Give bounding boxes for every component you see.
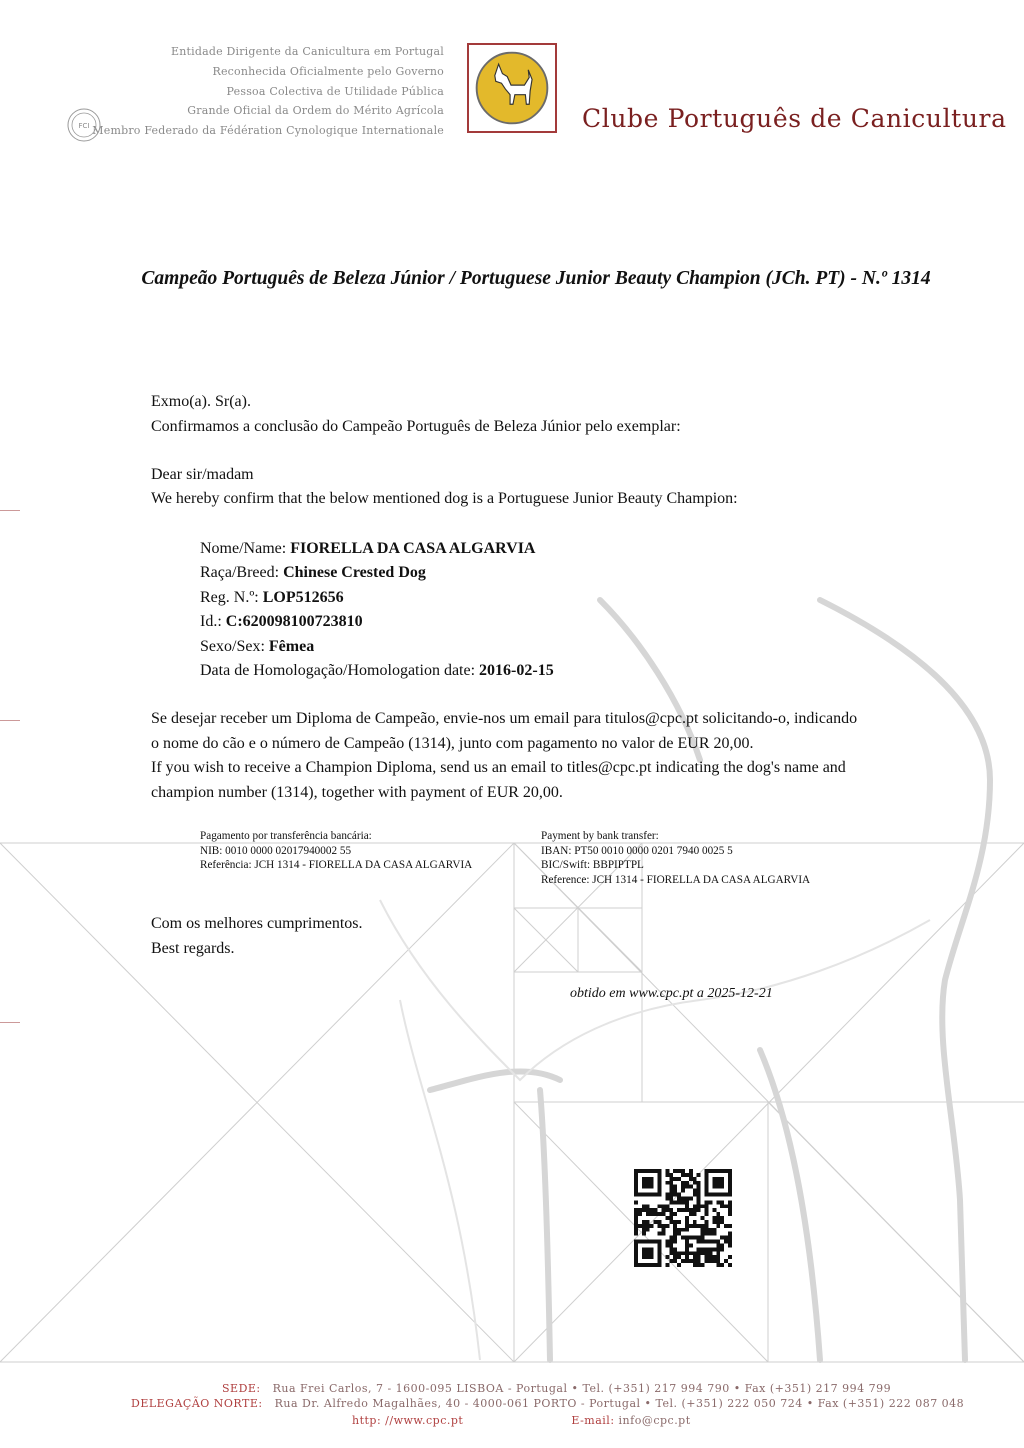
bank-line: BIC/Swift: BBPIPTPL — [541, 859, 644, 872]
greeting-block — [151, 390, 738, 512]
dog-logo-icon — [469, 45, 555, 131]
credential-line: Pessoa Colectiva de Utilidade Pública — [226, 84, 444, 98]
website-link[interactable]: http: //www.cpc.pt — [352, 1414, 464, 1427]
closing-block — [151, 912, 363, 961]
en-salutation: Dear sir/madam — [151, 465, 254, 483]
dog-reg-number: LOP512656 — [262, 588, 344, 606]
dog-id: C:620098100723810 — [225, 613, 363, 631]
pt-salutation: Exmo(a). Sr(a). — [151, 393, 251, 410]
club-name: Clube Português de Canicultura — [582, 104, 1007, 133]
fci-seal-icon — [67, 108, 101, 142]
email-link[interactable]: info@cpc.pt — [618, 1414, 691, 1427]
diploma-pt-line: o nome do cão e o número de Campeão (1314), junto com pagamento no valor de EUR 20,00. — [151, 734, 754, 752]
credential-line: Grande Oficial da Ordem do Mérito Agrícola — [187, 104, 444, 118]
club-logo — [467, 43, 557, 133]
closing-pt: Com os melhores cumprimentos. — [151, 915, 363, 932]
margin-mark — [0, 1022, 20, 1023]
detail-row: Reg. N.º: LOP512656 — [200, 588, 344, 606]
footer-sede: SEDE: Rua Frei Carlos, 7 - 1600-095 LISBOA - Portugal • Tel. (+351) 217 994 790 • Fax (+351) 217 994 799 — [222, 1382, 892, 1395]
bank-transfer-pt — [200, 829, 472, 873]
en-confirmation: We hereby confirm that the below mentioned dog is a Portuguese Junior Beauty Champion: — [151, 490, 738, 507]
bank-line: NIB: 0010 0000 02017940002 55 — [200, 844, 352, 857]
bank-line: Referência: JCH 1314 - FIORELLA DA CASA ALGARVIA — [200, 859, 473, 872]
footer-contact: http: //www.cpc.pt E-mail: info@cpc.pt — [352, 1414, 691, 1427]
detail-row: Sexo/Sex: Fêmea — [200, 637, 315, 655]
diploma-pt-line: Se desejar receber um Diploma de Campeão, envie-nos um email para titulos@cpc.pt solicitando-o, indicando — [151, 710, 858, 727]
margin-mark — [0, 720, 20, 721]
detail-row: Data de Homologação/Homologation date: 2016-02-15 — [200, 662, 554, 680]
diploma-en-line: If you wish to receive a Champion Diploma, send us an email to titles@cpc.pt indicating the dog's name and — [151, 759, 846, 776]
bank-line: IBAN: PT50 0010 0000 0201 7940 0025 5 — [541, 844, 733, 857]
detail-row: Raça/Breed: Chinese Crested Dog — [200, 564, 426, 582]
obtained-note: obtido em www.cpc.pt a 2025-12-21 — [570, 986, 773, 1001]
diploma-block — [151, 707, 857, 805]
page-title: Campeão Português de Beleza Júnior / Portuguese Junior Beauty Champion (JCh. PT) - N.º 1314 — [141, 268, 931, 289]
bank-line: Pagamento por transferência bancária: — [200, 830, 372, 842]
detail-row: Id.: C:620098100723810 — [200, 613, 363, 631]
closing-en: Best regards. — [151, 939, 235, 957]
dog-name: FIORELLA DA CASA ALGARVIA — [290, 540, 536, 557]
svg-text:FCI: FCI — [78, 122, 90, 130]
qr-code — [634, 1169, 732, 1267]
credential-line: Membro Federado da Fédération Cynologique Internationale — [92, 124, 444, 138]
bank-line: Payment by bank transfer: — [541, 830, 659, 842]
bank-transfer-en — [541, 829, 810, 887]
diploma-en-line: champion number (1314), together with payment of EUR 20,00. — [151, 783, 563, 801]
pt-confirmation: Confirmamos a conclusão do Campeão Português de Beleza Júnior pelo exemplar: — [151, 417, 681, 435]
dog-sex: Fêmea — [268, 637, 315, 655]
credential-line: Entidade Dirigente da Canicultura em Portugal — [170, 45, 444, 58]
credentials-block — [92, 42, 444, 141]
homologation-date: 2016-02-15 — [479, 662, 554, 680]
footer-norte: DELEGAÇÃO NORTE: Rua Dr. Alfredo Magalhães, 40 - 4000-061 PORTO - Portugal • Tel. (+351) 222 050 724 • Fax (+351) 222 087 048 — [131, 1397, 965, 1410]
margin-mark — [0, 510, 20, 511]
dog-details — [200, 537, 554, 683]
detail-row: Nome/Name: FIORELLA DA CASA ALGARVIA — [200, 540, 536, 557]
dog-breed: Chinese Crested Dog — [283, 564, 426, 582]
credential-line: Reconhecida Oficialmente pelo Governo — [212, 64, 444, 78]
bank-line: Reference: JCH 1314 - FIORELLA DA CASA ALGARVIA — [541, 873, 811, 886]
